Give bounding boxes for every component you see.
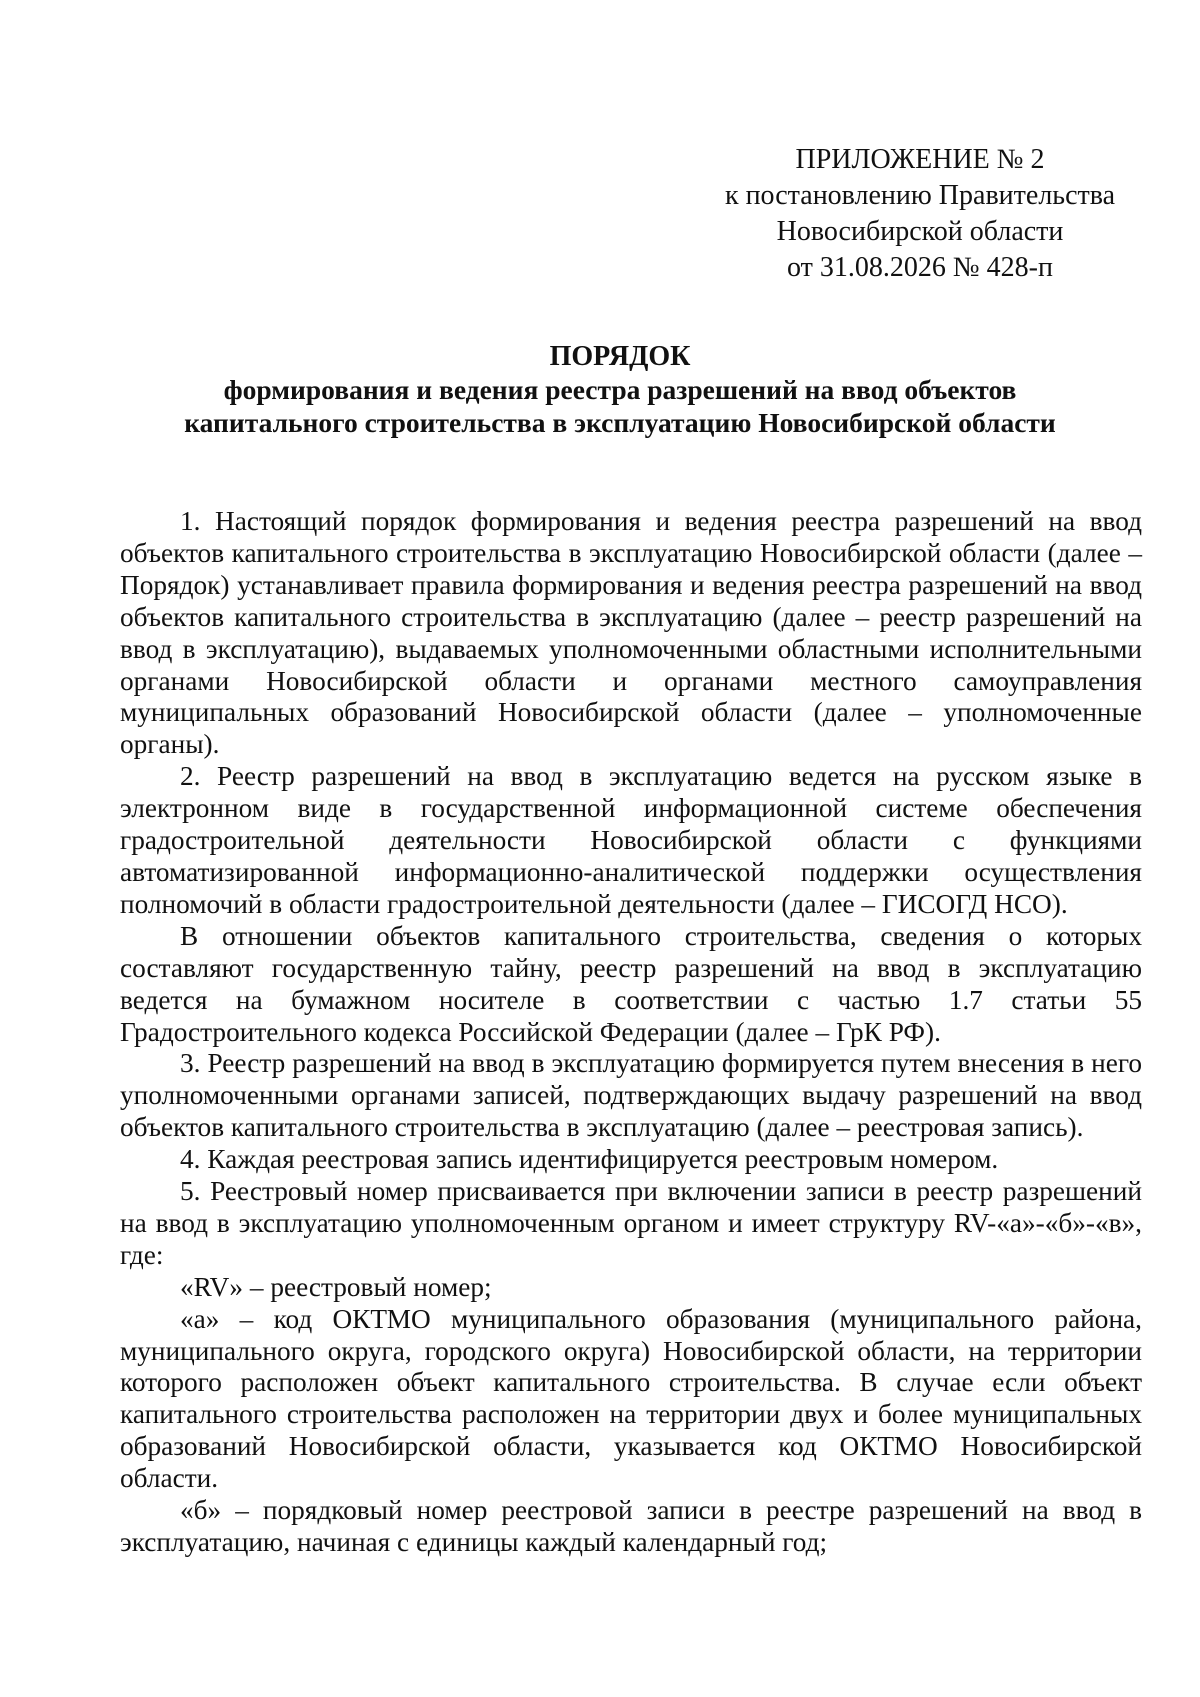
paragraph-5-a: «а» – код ОКТМО муниципального образования (муниципального района, муниципального округа, городского округа) Новосибирской области, на территории которого расположен объект капитального строительства. В случае если объект капитального строительства расположен на территории двух и более муниципальных образований Новосибирской области, указывается код ОКТМО Новосибирской области. — [120, 1303, 1142, 1494]
paragraph-3: 3. Реестр разрешений на ввод в эксплуатацию формируется путем внесения в него уполномоченными органами записей, подтверждающих выдачу разрешений на ввод объектов капитального строительства в эксплуатацию (далее – реестровая запись). — [120, 1048, 1142, 1143]
paragraph-1: 1. Настоящий порядок формирования и ведения реестра разрешений на ввод объектов капитального строительства в эксплуатацию Новосибирской области (далее – Порядок) устанавливает правила формирования и ведения реестра разрешений на ввод объектов капитального строительства в эксплуатацию (далее – реестр разрешений на ввод в эксплуатацию), выдаваемых уполномоченными областными исполнительными органами Новосибирской области и органами местного самоуправления муниципальных образований Новосибирской области (далее – уполномоченные органы). — [120, 506, 1142, 760]
title-subtitle-line-2: капитального строительства в эксплуатацию Новосибирской области — [184, 407, 1056, 438]
appendix-number: ПРИЛОЖЕНИЕ № 2 — [795, 144, 1045, 175]
paragraph-5: 5. Реестровый номер присваивается при включении записи в реестр разрешений на ввод в эксплуатацию уполномоченным органом и имеет структуру RV-«а»-«б»-«в», где: — [120, 1176, 1142, 1270]
document-title — [120, 340, 1120, 439]
appendix-region: Новосибирской области — [776, 216, 1064, 247]
paragraph-2-secret: В отношении объектов капитального строительства, сведения о которых составляют государственную тайну, реестр разрешений на ввод в эксплуатацию ведется на бумажном носителе в соответствии с частью 1.7 статьи 55 Градостроительного кодекса Российской Федерации (далее – ГрК РФ). — [120, 920, 1142, 1047]
paragraph-5-rv: «RV» – реестровый номер; — [180, 1271, 492, 1302]
paragraph-2: 2. Реестр разрешений на ввод в эксплуатацию ведется на русском языке в электронном виде в государственной информационной системе обеспечения градостроительной деятельности Новосибирской области с функциями автоматизированной информационно-аналитической поддержки осуществления полномочий в области градостроительной деятельности (далее – ГИСОГД НСО). — [120, 761, 1142, 919]
document-body — [120, 506, 1142, 1559]
title-main: ПОРЯДОК — [549, 341, 691, 372]
paragraph-4: 4. Каждая реестровая запись идентифицируется реестровым номером. — [180, 1144, 999, 1175]
title-subtitle-line-1: формирования и ведения реестра разрешений на ввод объектов — [223, 374, 1017, 405]
appendix-header — [720, 142, 1120, 286]
paragraph-5-b: «б» – порядковый номер реестровой записи в реестре разрешений на ввод в эксплуатацию, начиная с единицы каждый календарный год; — [120, 1495, 1142, 1557]
appendix-date-number: от 31.08.2026 № 428-п — [787, 252, 1053, 283]
appendix-reference: к постановлению Правительства — [724, 180, 1116, 211]
